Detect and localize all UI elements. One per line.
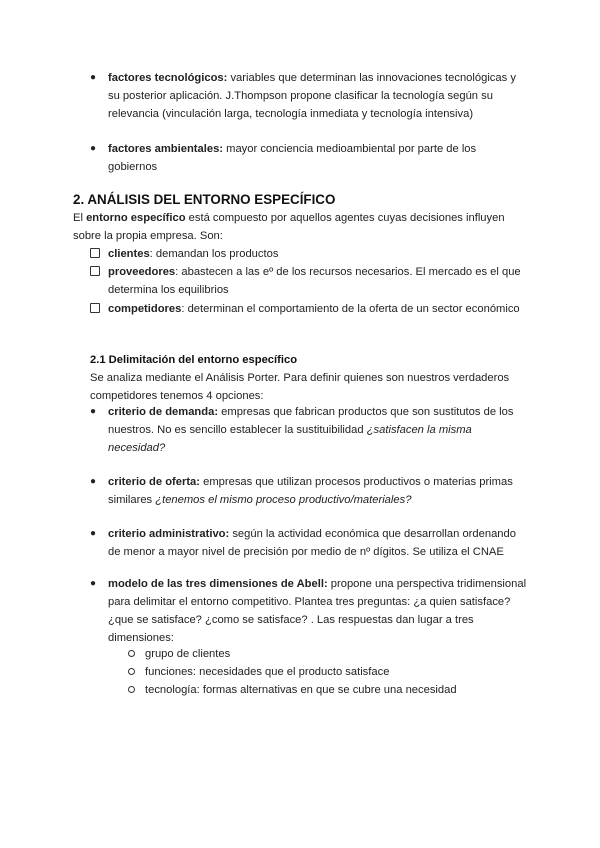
section-intro: El entorno específico está compuesto por aquellos agentes cuyas decisiones influyen sobre la propia empresa. Son: [73,212,505,242]
bullet-modelo-abell: ● modelo de las tres dimensiones de Abell: propone una perspectiva tridimensional para delimitar el entorno competitivo. Plantea tres preguntas: ¿a quien satisface? ¿que se satisface? ¿como se satisface? . Las respuestas dan lugar a tres dimensiones: [108,575,528,647]
subsection-intro: Se analiza mediante el Análisis Porter. Para definir quienes son nuestros verdaderos competidores tenemos 4 opciones: [90,372,510,402]
bullet-criterio-demanda: ● criterio de demanda: empresas que fabrican productos que son sustitutos de los nuestros. No es sencillo establecer la sustituibilidad ¿satisfacen la misma necesidad? [108,403,528,457]
sub-item-grupo-clientes: grupo de clientes [145,645,525,663]
bullet-icon: ● [90,72,97,83]
bullet-icon: ● [90,578,97,589]
subsection-heading: 2.1 Delimitación del entorno específico [90,354,298,366]
bullet-factores-ambientales: ● factores ambientales: mayor conciencia medioambiental por parte de los gobiernos [108,140,528,176]
section-heading: 2. ANÁLISIS DEL ENTORNO ESPECÍFICO [73,192,336,207]
bullet-criterio-oferta: ● criterio de oferta: empresas que utilizan procesos productivos o materias primas similares ¿tenemos el mismo proceso productivo/materiales? [108,473,528,509]
sub-item-funciones: funciones: necesidades que el producto satisface [145,663,525,681]
circle-bullet-icon [128,686,135,693]
circle-bullet-icon [128,650,135,657]
bullet-criterio-administrativo: ● criterio administrativo: según la actividad económica que desarrollan ordenando de menor a mayor nivel de precisión por medio de nº dígitos. Se utiliza el CNAE [108,525,528,561]
checkbox-icon [90,303,100,313]
checkbox-icon [90,248,100,258]
bullet-icon: ● [90,528,97,539]
bullet-icon: ● [90,406,97,417]
checkbox-icon [90,266,100,276]
circle-bullet-icon [128,668,135,675]
sub-item-tecnologia: tecnología: formas alternativas en que se cubre una necesidad [145,681,525,699]
checklist-item-competidores: competidores: determinan el comportamiento de la oferta de un sector económico [108,300,528,318]
bullet-term: factores tecnológicos: [108,72,228,84]
checklist-item-proveedores: proveedores: abastecen a las eº de los recursos necesarios. El mercado es el que determina los equilibrios [108,263,528,299]
bullet-icon: ● [90,143,97,154]
bullet-factores-tecnologicos: ● factores tecnológicos: variables que determinan las innovaciones tecnológicas y su posterior aplicación. J.Thompson propone clasificar la tecnología según su relevancia (vinculación larga, tecnología inmediata y tecnología intensiva) [108,69,528,123]
checklist-item-clientes: clientes: demandan los productos [108,245,528,263]
bullet-icon: ● [90,476,97,487]
bullet-term: factores ambientales: [108,143,224,155]
